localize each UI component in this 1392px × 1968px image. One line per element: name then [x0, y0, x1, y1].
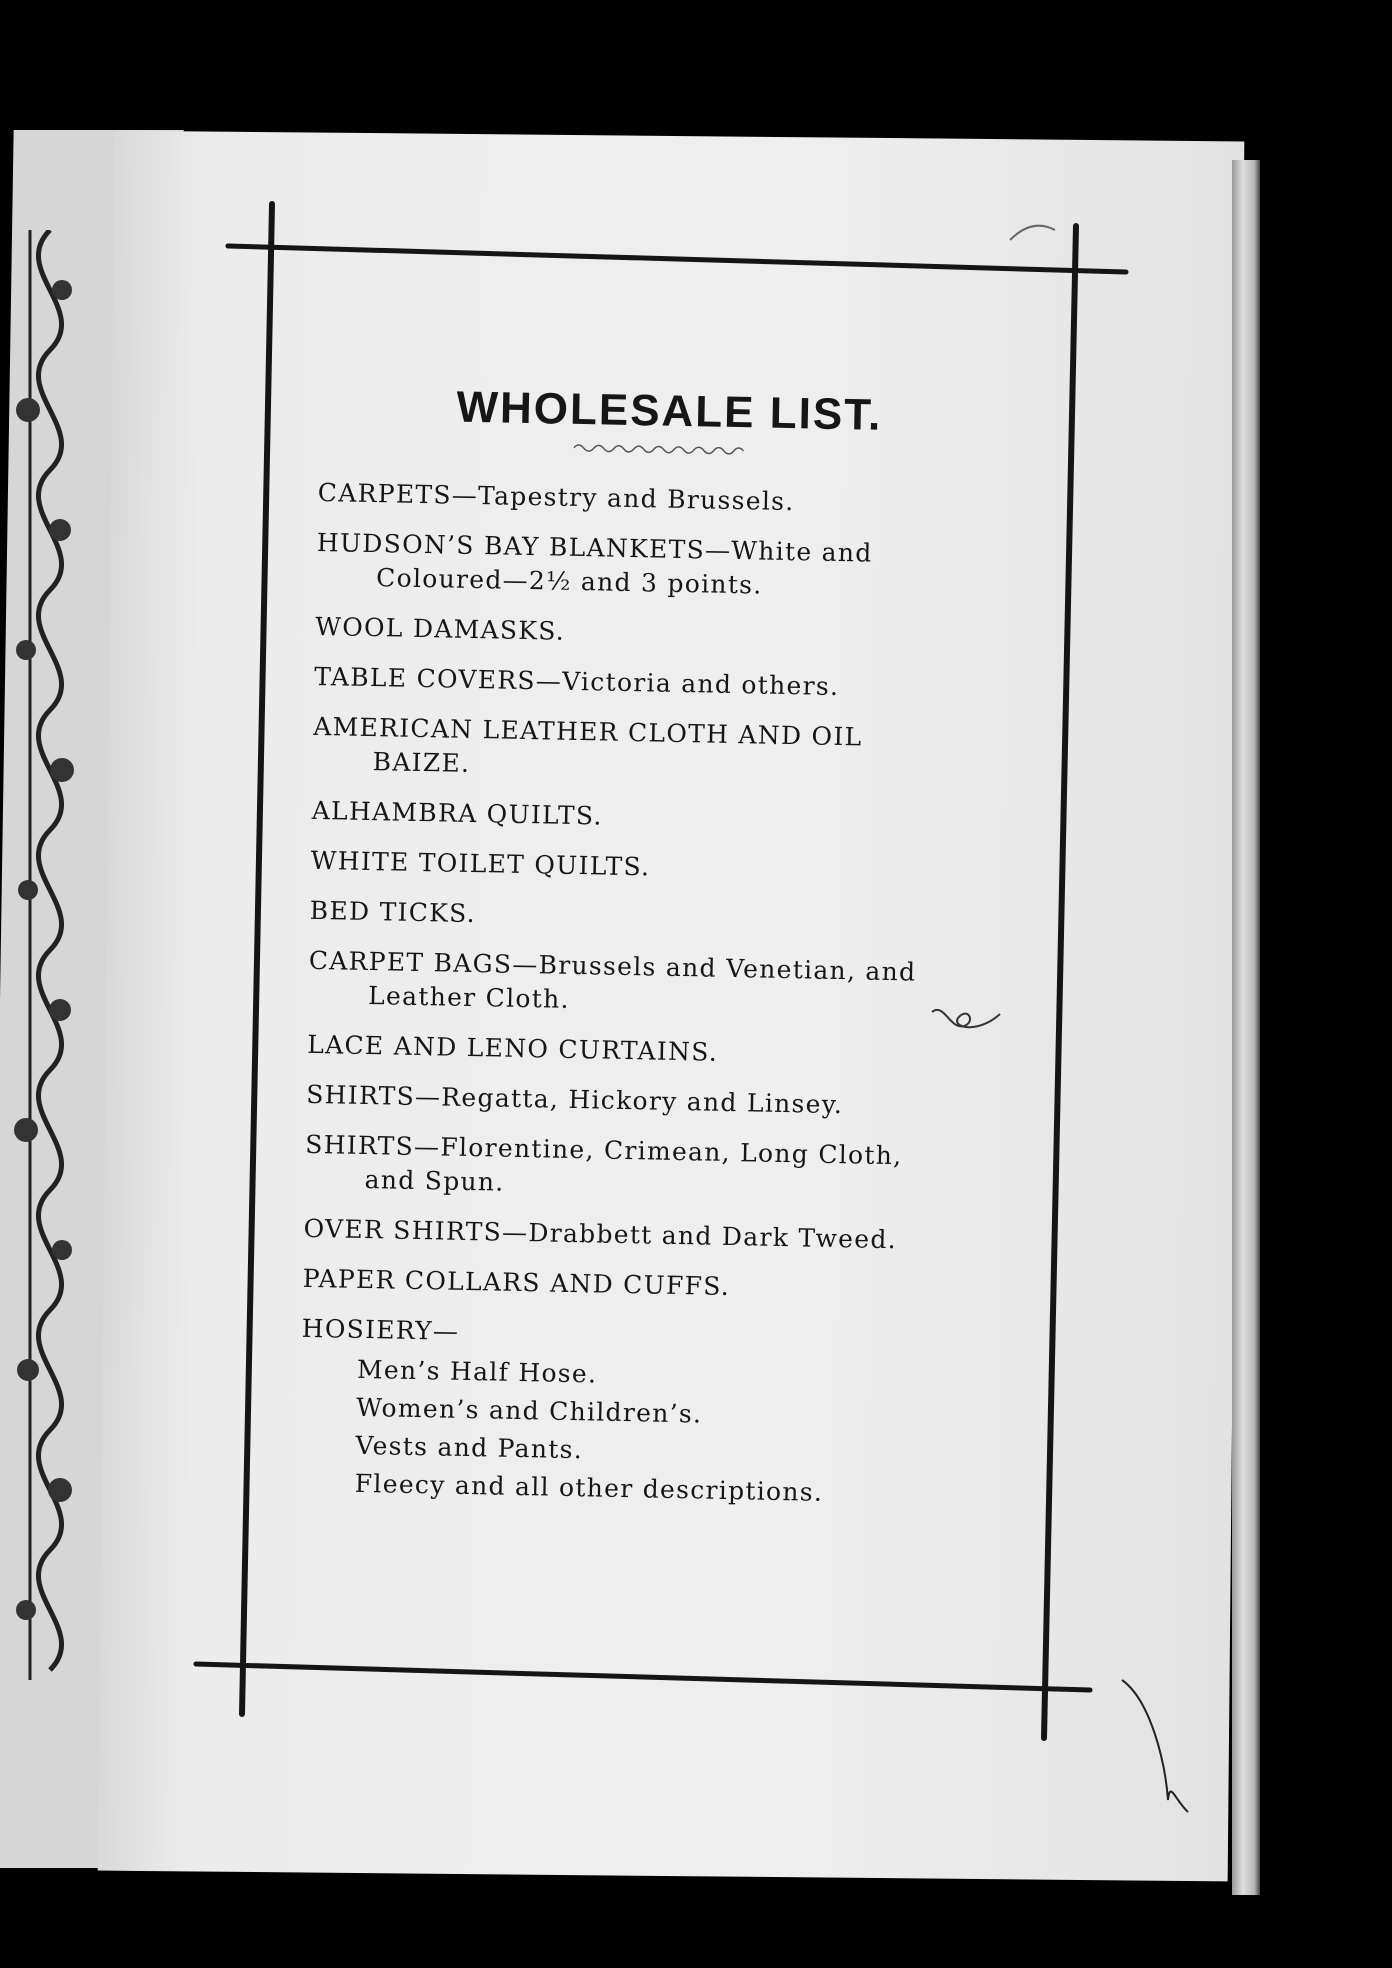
- frame-left-rule: [242, 204, 272, 1714]
- list-item-text: LACE AND LENO CURTAINS.: [306, 1029, 719, 1067]
- list-item-carpet-bags: [308, 944, 989, 1025]
- list-item-white-toilet-quilts: [310, 844, 991, 891]
- list-item-text: OVER SHIRTS—Drabbett and Dark Tweed.: [303, 1213, 898, 1255]
- hosiery-sub-item: Fleecy and all other descriptions.: [354, 1468, 824, 1507]
- list-item-hosiery: [301, 1312, 982, 1359]
- list-item-continuation: Coloured—2½ and 3 points.: [375, 563, 763, 600]
- list-item-text: ALHAMBRA QUILTS.: [311, 795, 603, 831]
- list-item-text: HOSIERY—: [301, 1313, 460, 1346]
- hosiery-sub-item: Men’s Half Hose.: [356, 1354, 598, 1389]
- frame-right-rule: [1044, 226, 1076, 1738]
- list-item-table-covers: [314, 660, 995, 707]
- wholesale-list: [298, 380, 999, 1517]
- list-item-text: PAPER COLLARS AND CUFFS.: [302, 1263, 731, 1302]
- list-item-continuation: and Spun.: [364, 1165, 505, 1197]
- list-item-leather-cloth: [312, 710, 993, 791]
- list-item-text: HUDSON’S BAY BLANKETS—White and: [316, 527, 873, 568]
- title-squiggle-divider: [574, 441, 744, 458]
- frame-bottom-rule: [196, 1664, 1090, 1690]
- list-item-lace-curtains: [307, 1028, 988, 1075]
- list-item-continuation: Leather Cloth.: [367, 981, 571, 1014]
- list-item-text: WOOL DAMASKS.: [314, 611, 566, 646]
- list-item-carpets: [318, 476, 999, 523]
- list-item-blankets: [316, 526, 997, 607]
- list-item-text: TABLE COVERS—Victoria and others.: [314, 661, 840, 702]
- list-item-continuation: BAIZE.: [372, 747, 471, 778]
- frame-top-rule: [228, 246, 1126, 272]
- list-item-paper-collars: [302, 1262, 983, 1309]
- pencil-corner-mark: [1010, 226, 1055, 240]
- pencil-stroke-mark: [1122, 1680, 1188, 1812]
- list-item-text: CARPET BAGS—Brussels and Venetian, and: [308, 945, 917, 987]
- list-item-text: SHIRTS—Regatta, Hickory and Linsey.: [306, 1079, 844, 1120]
- list-item-text: BED TICKS.: [309, 895, 477, 929]
- list-item-shirts-florentine: [304, 1128, 985, 1209]
- list-item-shirts-regatta: [306, 1078, 987, 1125]
- list-item-alhambra-quilts: [311, 794, 992, 841]
- list-item-text: SHIRTS—Florentine, Crimean, Long Cloth,: [305, 1129, 903, 1171]
- hosiery-sub-item: Vests and Pants.: [355, 1430, 584, 1465]
- page-title: WHOLESALE LIST.: [456, 382, 883, 440]
- list-item-text: WHITE TOILET QUILTS.: [310, 845, 651, 882]
- list-item-wool-damasks: [315, 610, 996, 657]
- hosiery-sub-item: Women’s and Children’s.: [356, 1392, 703, 1429]
- handwritten-pencil-mark: [928, 1000, 1008, 1050]
- list-item-text: CARPETS—Tapestry and Brussels.: [317, 477, 795, 517]
- list-item-text: AMERICAN LEATHER CLOTH AND OIL: [313, 711, 863, 752]
- list-item-over-shirts: [303, 1212, 984, 1259]
- list-item-bed-ticks: [309, 894, 990, 941]
